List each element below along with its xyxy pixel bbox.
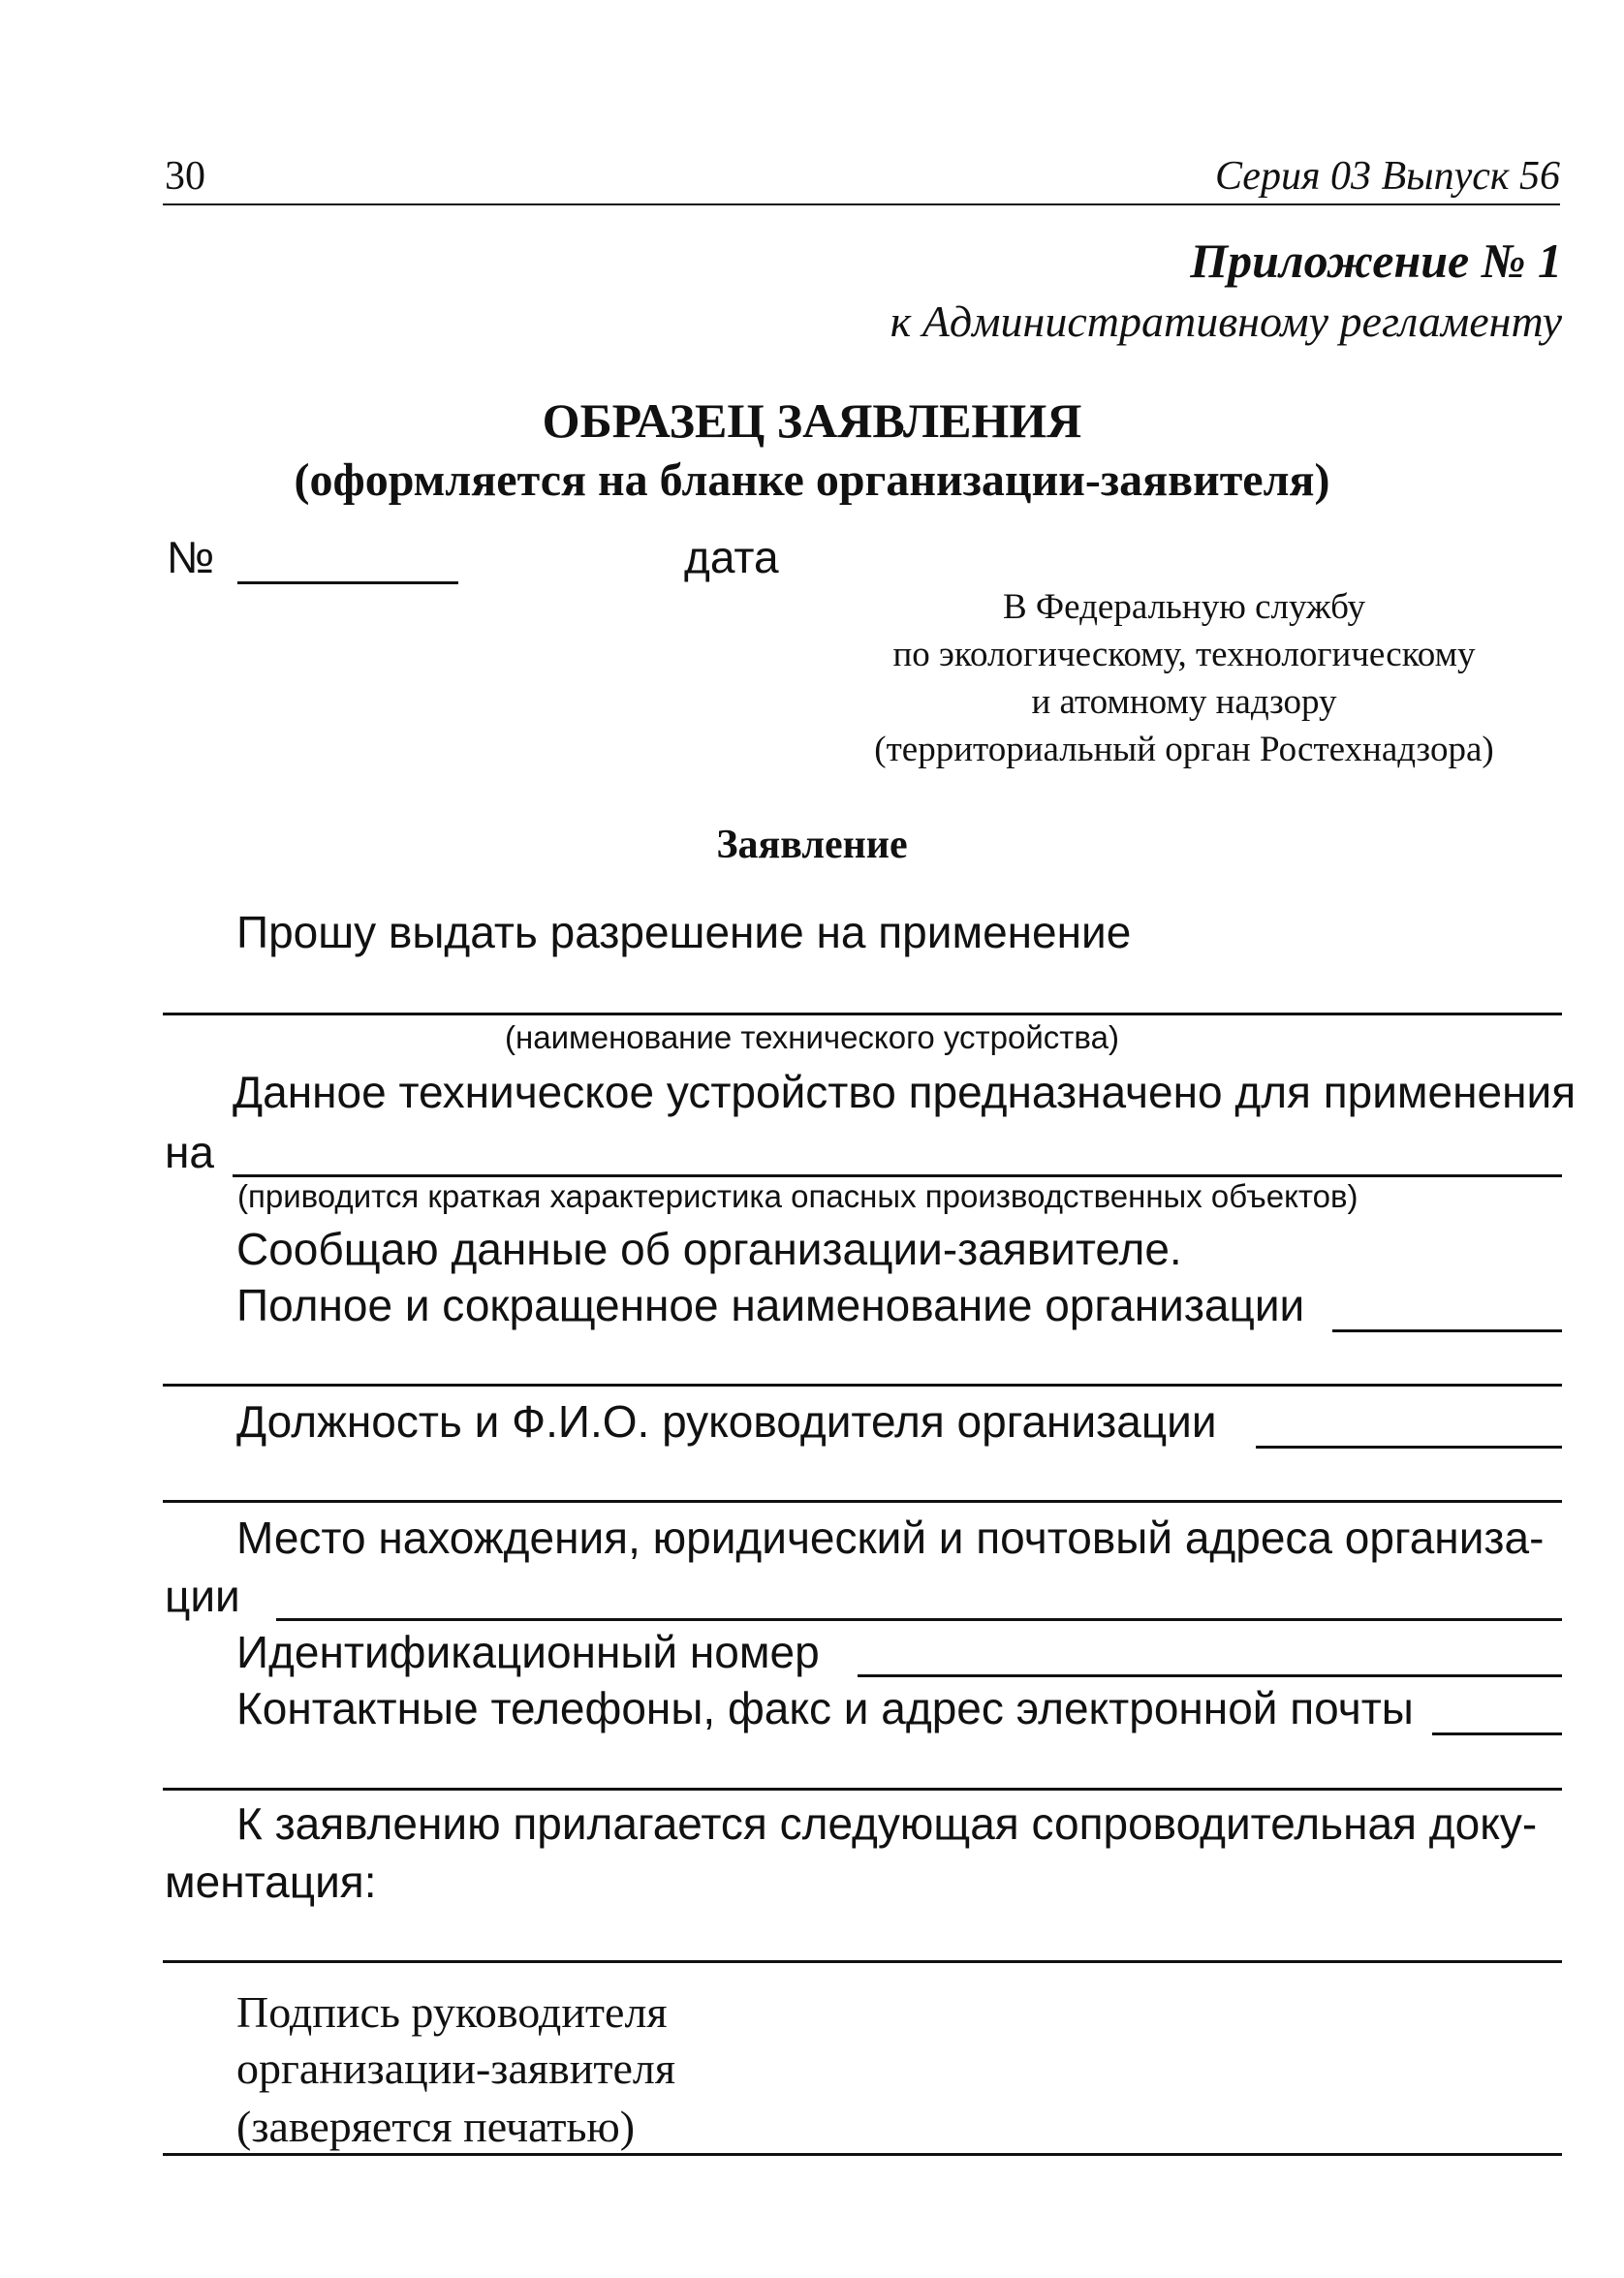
number-field[interactable] bbox=[237, 581, 458, 584]
series-label: Серия 03 Выпуск 56 bbox=[1215, 154, 1560, 199]
addressee-line: по экологическому, технологическому bbox=[892, 635, 1476, 674]
request-text: Прошу выдать разрешение на применение bbox=[236, 907, 1132, 957]
appendix-subtitle: к Административному регламенту bbox=[890, 296, 1562, 346]
org-intro-text: Сообщаю данные об организации-заявителе. bbox=[236, 1224, 1182, 1274]
statement-heading: Заявление bbox=[716, 823, 908, 867]
org-name-field-line-2[interactable] bbox=[163, 1384, 1562, 1387]
date-label: дата bbox=[684, 532, 779, 582]
purpose-on-label: на bbox=[165, 1127, 214, 1177]
contacts-label: Контактные телефоны, факс и адрес электронной почты bbox=[236, 1683, 1414, 1733]
org-name-field[interactable] bbox=[1332, 1329, 1562, 1332]
attachments-field[interactable] bbox=[163, 1960, 1562, 1963]
purpose-field[interactable] bbox=[233, 1174, 1562, 1177]
address-field[interactable] bbox=[276, 1618, 1562, 1621]
purpose-hint: (приводится краткая характеристика опасных производственных объектов) bbox=[237, 1178, 1359, 1214]
signature-seal-note: (заверяется печатью) bbox=[236, 2102, 636, 2151]
addressee-line: В Федеральную службу bbox=[1002, 587, 1365, 627]
appendix-title: Приложение № 1 bbox=[1190, 234, 1562, 288]
addressee-line: и атомному надзору bbox=[1031, 682, 1337, 722]
contacts-field-line-2[interactable] bbox=[163, 1788, 1562, 1791]
head-name-field[interactable] bbox=[1256, 1446, 1562, 1449]
number-label: № bbox=[167, 532, 215, 582]
page-number: 30 bbox=[165, 154, 205, 199]
device-name-field[interactable] bbox=[163, 1013, 1562, 1015]
address-label: Место нахождения, юридический и почтовый адреса организа- bbox=[236, 1513, 1545, 1563]
signature-label-line-2: организации-заявителя bbox=[236, 2044, 675, 2093]
attachments-label-continued: ментация: bbox=[165, 1857, 377, 1907]
purpose-text: Данное техническое устройство предназначено для применения bbox=[233, 1067, 1577, 1117]
signature-label: Подпись руководителя bbox=[236, 1987, 668, 2037]
device-name-hint: (наименование технического устройства) bbox=[505, 1019, 1119, 1055]
head-name-field-line-2[interactable] bbox=[163, 1500, 1562, 1503]
org-name-label: Полное и сокращенное наименование организации bbox=[236, 1280, 1305, 1330]
form-title: ОБРАЗЕЦ ЗАЯВЛЕНИЯ bbox=[542, 393, 1082, 448]
id-number-field[interactable] bbox=[858, 1674, 1562, 1677]
contacts-field[interactable] bbox=[1432, 1732, 1562, 1735]
signature-field[interactable] bbox=[163, 2153, 1562, 2156]
addressee-line: (территориальный орган Ростехнадзора) bbox=[874, 730, 1494, 769]
address-label-continued: ции bbox=[165, 1571, 240, 1621]
form-subtitle: (оформляется на бланке организации-заявителя) bbox=[294, 454, 1330, 506]
head-name-label: Должность и Ф.И.О. руководителя организации bbox=[236, 1396, 1217, 1447]
attachments-label: К заявлению прилагается следующая сопроводительная доку- bbox=[236, 1798, 1538, 1849]
addressee-block bbox=[835, 583, 1533, 773]
header-rule bbox=[163, 203, 1560, 205]
id-number-label: Идентификационный номер bbox=[236, 1627, 820, 1677]
